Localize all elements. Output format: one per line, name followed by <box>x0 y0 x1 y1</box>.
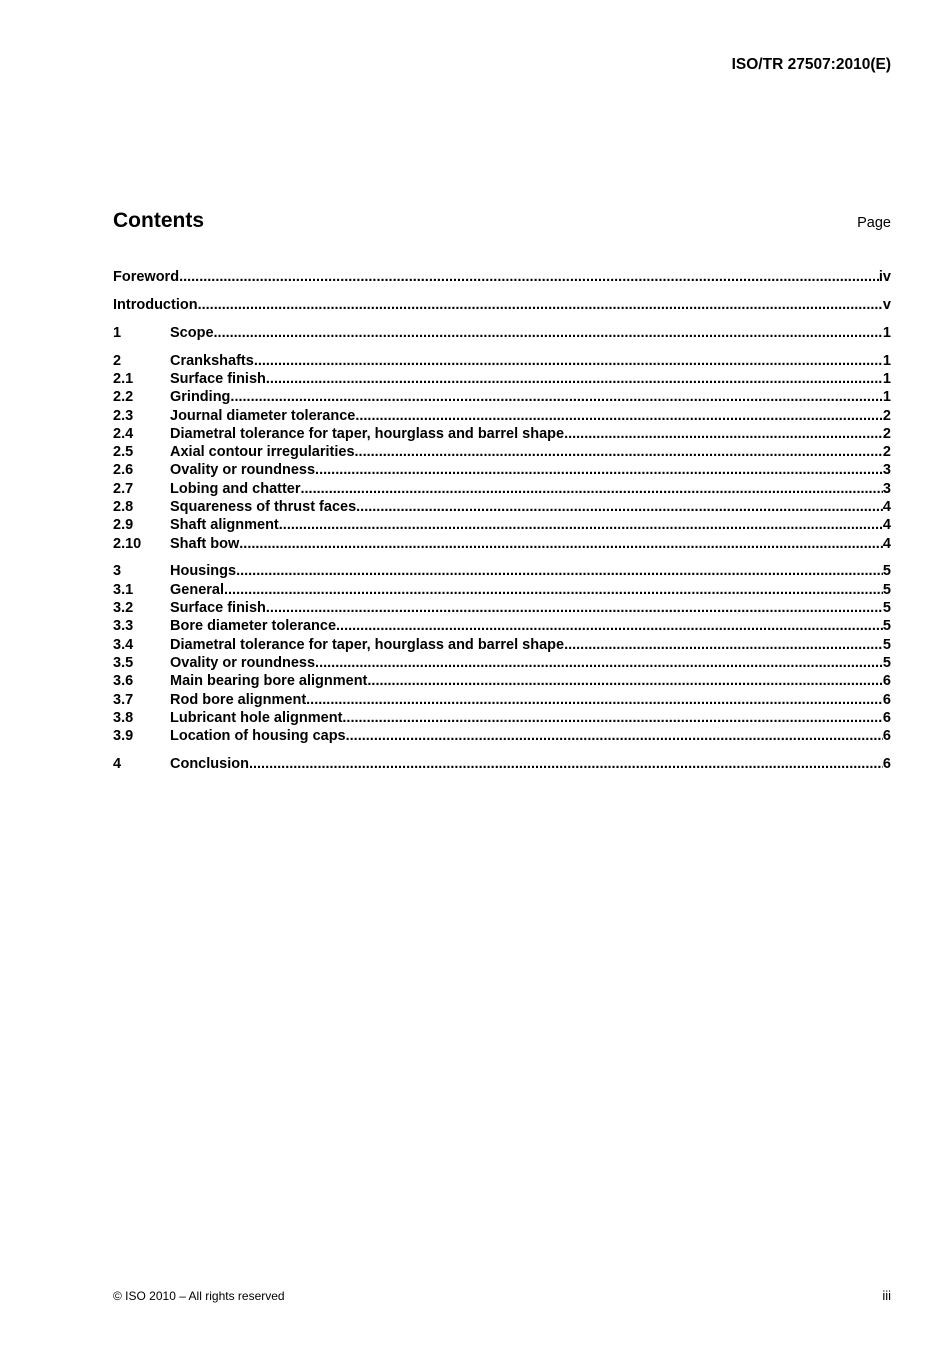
footer-copyright: © ISO 2010 – All rights reserved <box>113 1289 285 1303</box>
toc-entry-number: 2.9 <box>113 517 134 534</box>
toc-entry-page: 5 <box>882 600 891 617</box>
toc-entry-title: Lobing and chatter <box>170 480 301 497</box>
toc-entry-page: 5 <box>882 563 891 580</box>
toc-entry-title: Diametral tolerance for taper, hourglass and barrel shape <box>170 636 565 653</box>
toc-entry-title: Ovality or roundness <box>170 462 316 479</box>
toc-entry[interactable] <box>113 370 891 388</box>
toc-entry-number: 3.5 <box>113 654 134 671</box>
toc-entry-number: 3.6 <box>113 673 134 690</box>
toc-entry[interactable] <box>113 599 891 617</box>
toc-entry-number: 2.4 <box>113 425 134 442</box>
toc-dot-leader <box>254 352 883 370</box>
toc-dot-leader <box>266 599 883 617</box>
toc-entry-page: 4 <box>882 499 891 516</box>
toc-entry-title: Introduction <box>113 297 198 314</box>
toc-dot-leader <box>336 617 883 635</box>
toc-entry-title: Conclusion <box>170 755 249 772</box>
toc-entry-title: Surface finish <box>170 600 266 617</box>
toc-entry-page: 6 <box>882 709 891 726</box>
toc-entry[interactable] <box>113 351 891 369</box>
toc-entry[interactable] <box>113 562 891 580</box>
toc-entry[interactable] <box>113 580 891 598</box>
toc-entry[interactable] <box>113 617 891 635</box>
toc-entry-page: 4 <box>882 517 891 534</box>
toc-entry[interactable] <box>113 516 891 534</box>
toc-entry-page: 2 <box>882 444 891 461</box>
toc-dot-leader <box>315 461 883 479</box>
toc-entry-page: v <box>882 297 891 314</box>
toc-entry[interactable] <box>113 324 891 342</box>
toc-entry-page: 1 <box>882 389 891 406</box>
toc-entry-number: 2.8 <box>113 499 134 516</box>
toc-entry[interactable] <box>113 654 891 672</box>
toc-entry[interactable] <box>113 690 891 708</box>
toc-dot-leader <box>179 268 879 286</box>
toc-dot-leader <box>564 425 883 443</box>
toc-dot-leader <box>355 407 883 425</box>
toc-entry-title: Foreword <box>113 269 180 286</box>
toc-entry-page: 3 <box>882 462 891 479</box>
toc-entry-title: Main bearing bore alignment <box>170 673 368 690</box>
toc-entry-title: Axial contour irregularities <box>170 444 355 461</box>
toc-dot-leader <box>356 498 883 516</box>
toc-entry-page: 5 <box>882 636 891 653</box>
toc-dot-leader <box>315 654 883 672</box>
toc-entry-page: 2 <box>882 425 891 442</box>
toc-entry-number: 3 <box>113 563 122 580</box>
toc-entry-title: Location of housing caps <box>170 728 346 745</box>
toc-dot-leader <box>306 691 883 709</box>
toc-entry[interactable] <box>113 635 891 653</box>
toc-entry-title: Crankshafts <box>170 352 254 369</box>
toc-entry-title: Squareness of thrust faces <box>170 499 357 516</box>
toc-entry-number: 2.7 <box>113 480 134 497</box>
toc-entry-title: Lubricant hole alignment <box>170 709 343 726</box>
toc-entry-title: Scope <box>170 324 214 341</box>
toc-entry[interactable] <box>113 755 891 773</box>
page-title: Contents <box>113 209 204 232</box>
page-column-label: Page <box>857 215 891 231</box>
toc-entry-page: 4 <box>882 535 891 552</box>
toc-entry-number: 2.2 <box>113 389 134 406</box>
toc-dot-leader <box>342 709 883 727</box>
toc-dot-leader <box>249 755 883 773</box>
toc-entry-title: Shaft bow <box>170 535 240 552</box>
toc-entry-page: 6 <box>882 691 891 708</box>
toc-dot-leader <box>564 636 883 654</box>
toc-entry[interactable] <box>113 498 891 516</box>
toc-dot-leader <box>230 388 883 406</box>
toc-entry-page: 6 <box>882 755 891 772</box>
toc-entry-page: 6 <box>882 728 891 745</box>
toc-dot-leader <box>224 581 883 599</box>
toc-entry-page: 6 <box>882 673 891 690</box>
table-of-contents <box>113 268 891 773</box>
document-id: ISO/TR 27507:2010(E) <box>731 56 891 73</box>
toc-dot-leader <box>198 296 883 314</box>
toc-entry-page: 2 <box>882 407 891 424</box>
footer-page-number: iii <box>882 1288 891 1303</box>
toc-entry[interactable] <box>113 388 891 406</box>
toc-entry[interactable] <box>113 268 891 286</box>
toc-dot-leader <box>367 672 883 690</box>
toc-entry-page: iv <box>878 269 891 286</box>
toc-entry-page: 5 <box>882 654 891 671</box>
toc-entry-number: 2.10 <box>113 535 142 552</box>
toc-entry-number: 2.3 <box>113 407 134 424</box>
toc-entry-title: Bore diameter tolerance <box>170 618 337 635</box>
toc-entry-number: 2 <box>113 352 122 369</box>
toc-entry-page: 1 <box>882 324 891 341</box>
toc-entry-number: 3.2 <box>113 600 134 617</box>
toc-entry-title: Ovality or roundness <box>170 654 316 671</box>
toc-entry-page: 5 <box>882 581 891 598</box>
toc-entry-number: 3.1 <box>113 581 134 598</box>
toc-entry[interactable] <box>113 425 891 443</box>
toc-dot-leader <box>236 562 883 580</box>
toc-entry[interactable] <box>113 443 891 461</box>
toc-entry-title: Surface finish <box>170 370 266 387</box>
toc-dot-leader <box>279 516 883 534</box>
toc-entry-number: 4 <box>113 755 122 772</box>
toc-entry[interactable] <box>113 709 891 727</box>
toc-entry-number: 1 <box>113 324 122 341</box>
toc-entry-number: 3.4 <box>113 636 134 653</box>
toc-dot-leader <box>214 324 883 342</box>
toc-entry-title: General <box>170 581 224 598</box>
toc-entry-number: 3.8 <box>113 709 134 726</box>
toc-entry-title: Journal diameter tolerance <box>170 407 356 424</box>
toc-entry[interactable] <box>113 296 891 314</box>
toc-entry-number: 2.1 <box>113 370 134 387</box>
toc-entry-title: Housings <box>170 563 237 580</box>
toc-entry-title: Shaft alignment <box>170 517 279 534</box>
toc-entry[interactable] <box>113 479 891 497</box>
toc-entry-title: Rod bore alignment <box>170 691 307 708</box>
toc-entry-number: 3.9 <box>113 728 134 745</box>
toc-entry-page: 1 <box>882 352 891 369</box>
toc-entry[interactable] <box>113 461 891 479</box>
toc-dot-leader <box>266 370 883 388</box>
toc-dot-leader <box>346 727 883 745</box>
toc-entry[interactable] <box>113 727 891 745</box>
toc-entry-number: 2.5 <box>113 444 134 461</box>
toc-entry-page: 1 <box>882 370 891 387</box>
toc-entry-title: Diametral tolerance for taper, hourglass and barrel shape <box>170 425 565 442</box>
toc-entry[interactable] <box>113 534 891 552</box>
toc-entry-page: 5 <box>882 618 891 635</box>
toc-entry-number: 2.6 <box>113 462 134 479</box>
toc-entry-number: 3.7 <box>113 691 134 708</box>
toc-entry[interactable] <box>113 406 891 424</box>
toc-dot-leader <box>239 535 883 553</box>
toc-entry-number: 3.3 <box>113 618 134 635</box>
toc-dot-leader <box>301 480 883 498</box>
toc-entry-title: Grinding <box>170 389 231 406</box>
toc-entry[interactable] <box>113 672 891 690</box>
toc-dot-leader <box>355 443 883 461</box>
toc-entry-page: 3 <box>882 480 891 497</box>
